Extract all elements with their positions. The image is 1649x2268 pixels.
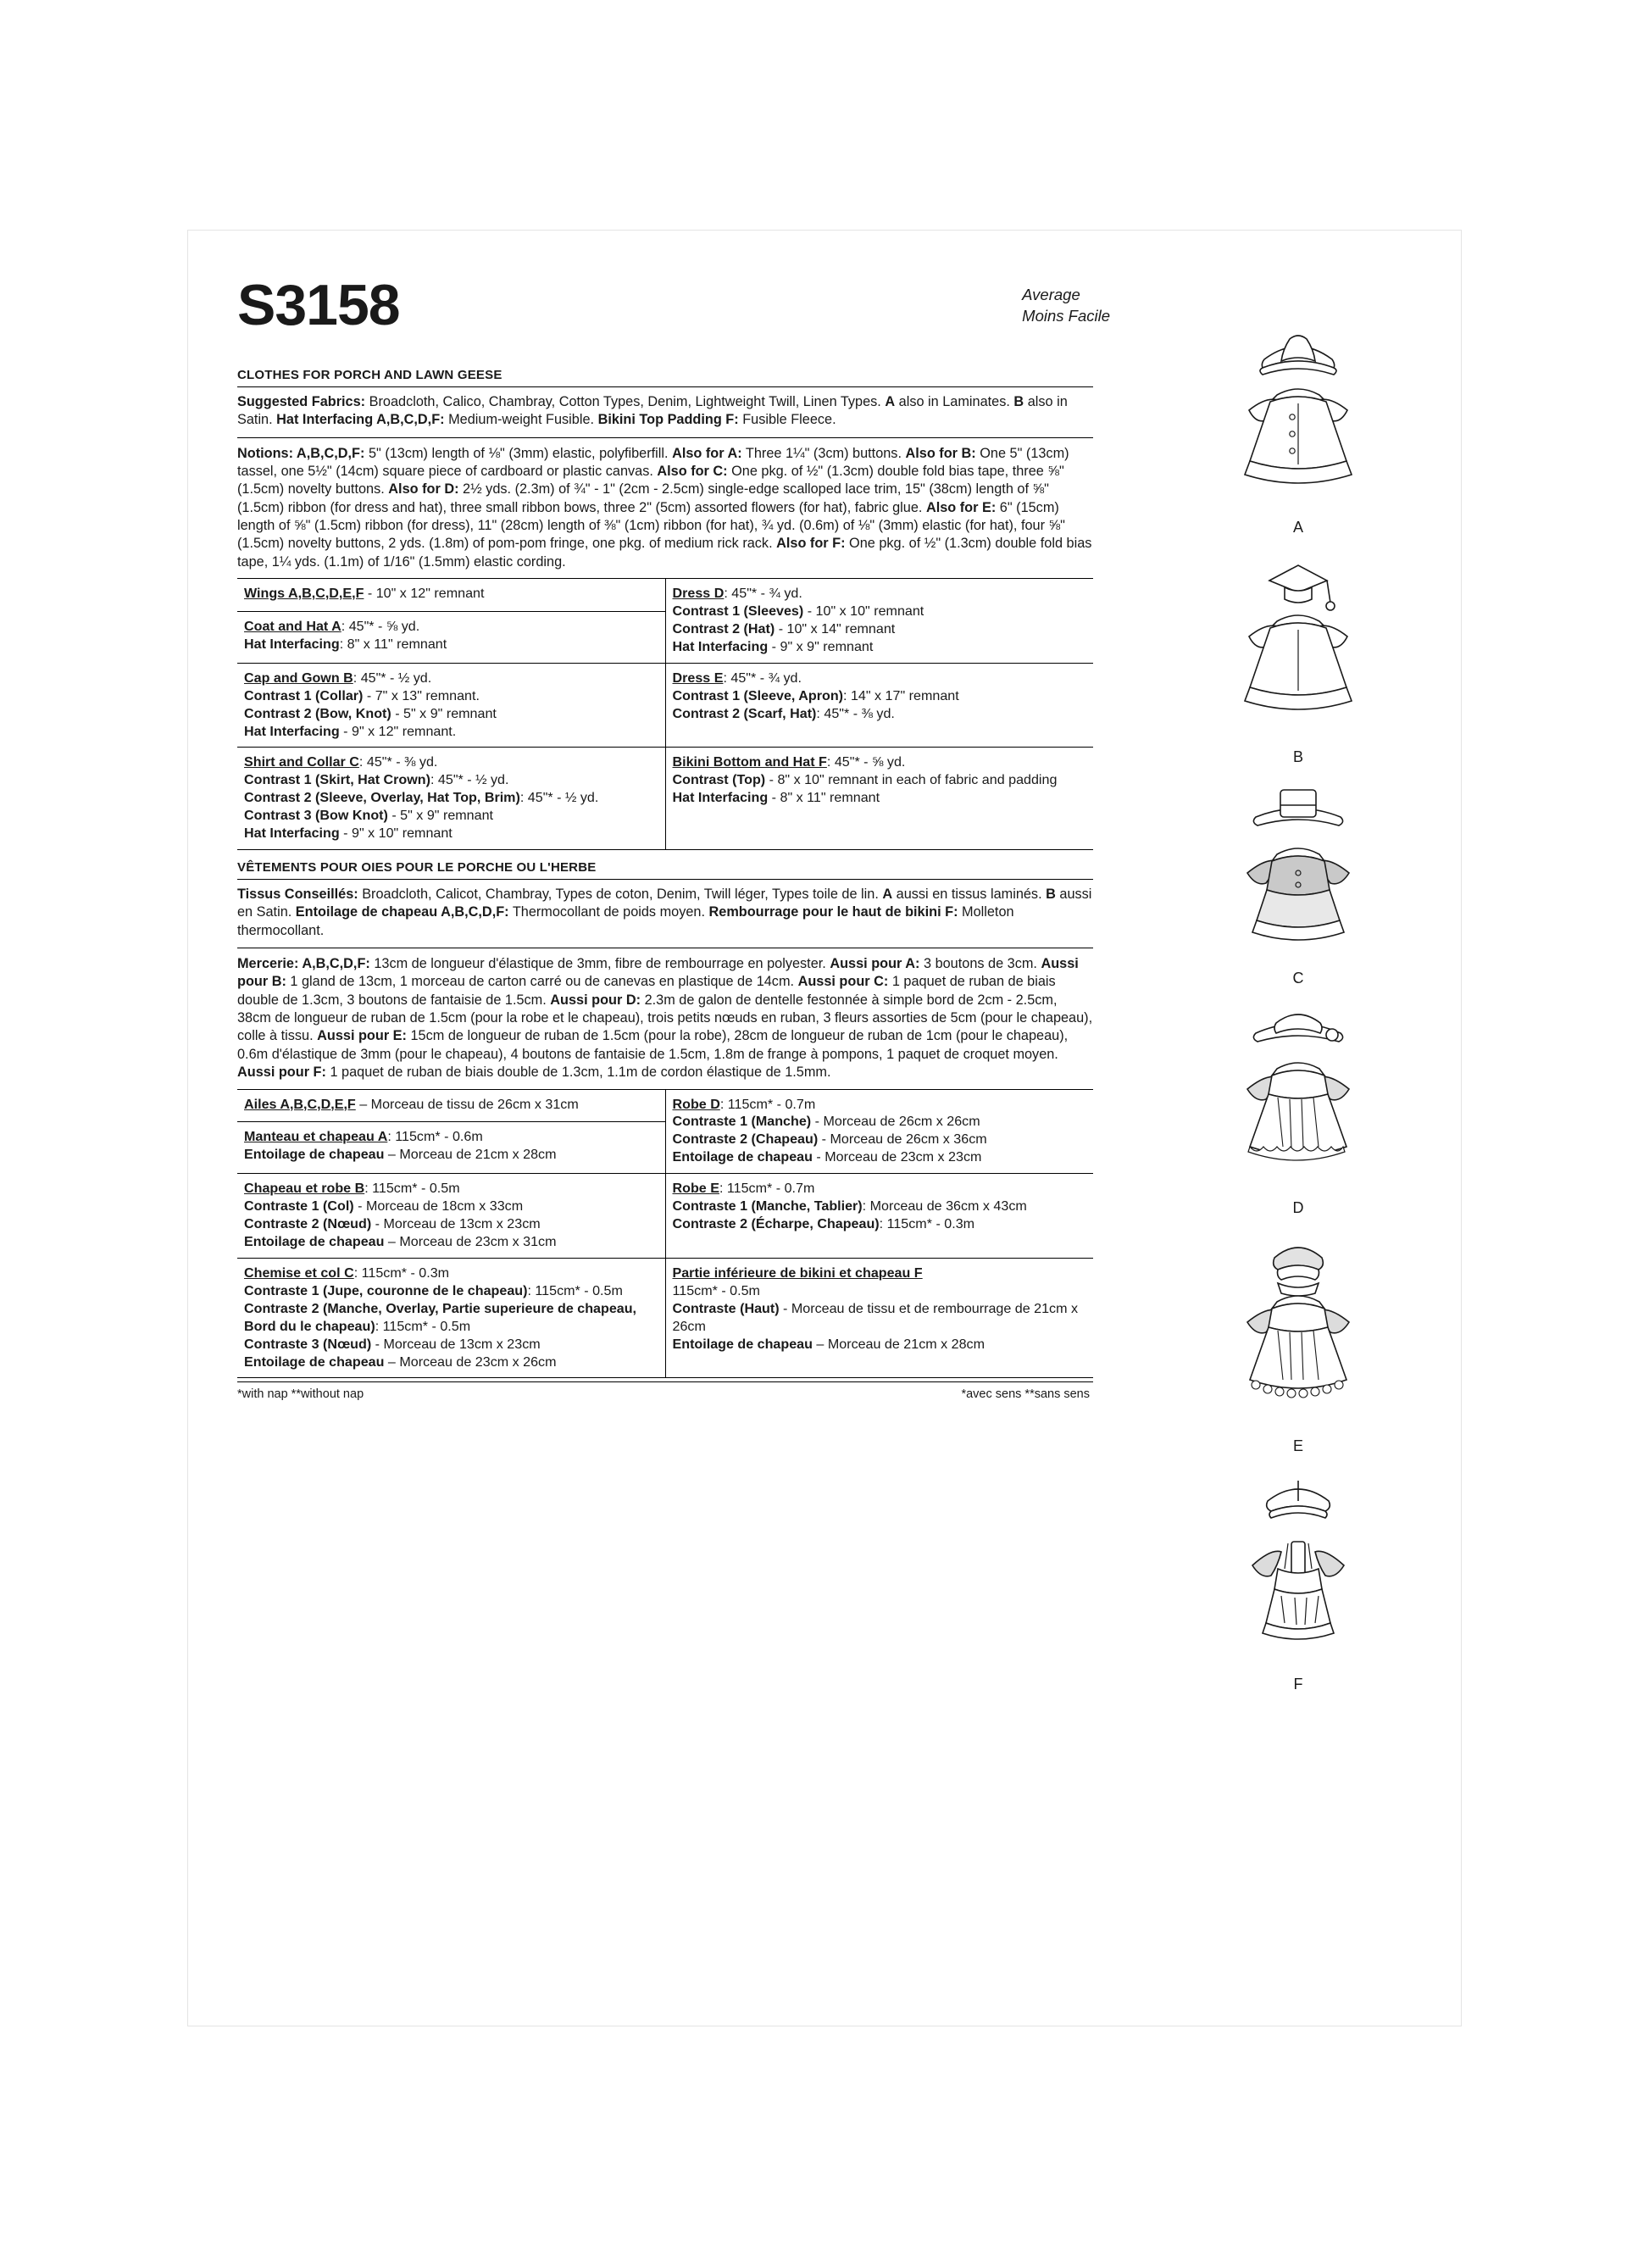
yardage-cell-cap-gown-b: Cap and Gown B: 45"* - ½ yd. Contrast 1 (Collar) - 7" x 13" remnant. Contrast 2 (Bow, Knot) - 5" x 9" remnant Hat Interfacing - 9" x 12" remnant. (237, 663, 665, 748)
french-section-title: VÊTEMENTS POUR OIES POUR LE PORCHE OU L'HERBE (237, 860, 1093, 880)
divider (237, 437, 1093, 438)
english-suggested-fabrics: Suggested Fabrics: Broadcloth, Calico, Chambray, Cotton Types, Denim, Lightweight Twill, Linen Types. A also in Laminates. B also in Satin. Hat Interfacing A,B,C,D,F: Medium-weight Fusible. Bikini Top Padding F: Fusible Fleece. (237, 394, 1068, 428)
french-notions: Mercerie: A,B,C,D,F: 13cm de longueur d'élastique de 3mm, fibre de rembourrage en polyester. Aussi pour A: 3 boutons de 3cm. Aussi pour B: 1 gland de 13cm, 1 morceau de carton carré ou de canevas en plastique de 14cm. Aussi pour C: 1 paquet de ruban de biais double de 1.3cm, 3 boutons de fantaisie de 1.5cm. Aussi pour D: 2.3m de galon de dentelle festonnée à simple bord de 2cm - 2.5cm, 38cm de longueur de ruban de 1.5cm (pour la robe et le chapeau), trois petits nœuds en ruban, 3 fleurs assorties de 5cm (pour le chapeau), colle à tissu. Aussi pour E: 15cm de longueur de ruban de 1.5cm (pour la robe), 28cm de longueur de ruban de 1cm (pour le chapeau), 0.6m d'élastique de 3mm (pour le chapeau), 4 boutons de fantaisie de 1.5cm, 1.8m de frange à pompons, 1 paquet de croquet moyen. Aussi pour F: 1 paquet de ruban de biais double de 1.3cm, 1.1m de cordon élastique de 1.5mm. (237, 956, 1093, 1081)
view-e-illustration (1196, 1224, 1400, 1436)
view-b (1171, 543, 1425, 766)
yardage-cell-chapeau-robe-b: Chapeau et robe B: 115cm* - 0.5m Contraste 1 (Col) - Morceau de 18cm x 33cm Contraste 2 (Nœud) - Morceau de 13cm x 23cm Entoilage de chapeau – Morceau de 23cm x 31cm (237, 1174, 665, 1259)
sheet-content (237, 273, 1425, 2000)
view-a-label: A (1292, 519, 1303, 536)
yardage-cell-manteau-a: Manteau et chapeau A: 115cm* - 0.6m Entoilage de chapeau – Morceau de 21cm x 28cm (237, 1122, 665, 1174)
view-a (1171, 322, 1425, 536)
difficulty-en: Average (1022, 286, 1080, 303)
yardage-cell-coat-hat-a: Coat and Hat A: 45"* - ⅝ yd. Hat Interfacing: 8" x 11" remnant (237, 611, 665, 663)
yardage-cell-robe-d: Robe D: 115cm* - 0.7m Contraste 1 (Manche) - Morceau de 26cm x 26cm Contraste 2 (Chapeau) - Morceau de 26cm x 36cm Entoilage de chapeau - Morceau de 23cm x 23cm (665, 1089, 1093, 1174)
yardage-cell-dress-d: Dress D: 45"* - ¾ yd. Contrast 1 (Sleeves) - 10" x 10" remnant Contrast 2 (Hat) - 10" x 14" remnant Hat Interfacing - 9" x 9" remnant (665, 579, 1093, 664)
difficulty-level (1022, 285, 1110, 327)
french-suggested-fabrics: Tissus Conseillés: Broadcloth, Calicot, Chambray, Types de coton, Denim, Twill léger, Types toile de lin. A aussi en tissus laminés. B aussi en Satin. Entoilage de chapeau A,B,C,D,F: Thermocollant de poids moyen. Rembourrage pour le haut de bikini F: Molleton thermocollant. (237, 887, 1092, 938)
difficulty-fr: Moins Facile (1022, 306, 1110, 325)
yardage-cell-wings: Wings A,B,C,D,E,F - 10" x 12" remnant (237, 579, 665, 612)
footnote-french: *avec sens **sans sens (961, 1387, 1090, 1402)
yardage-cell-robe-e: Robe E: 115cm* - 0.7m Contraste 1 (Manche, Tablier): Morceau de 36cm x 43cm Contraste 2 (Écharpe, Chapeau): 115cm* - 0.3m (665, 1174, 1093, 1259)
table-row (237, 1258, 1093, 1378)
view-b-label: B (1292, 748, 1303, 765)
view-f (1171, 1462, 1425, 1693)
yardage-cell-ailes: Ailes A,B,C,D,E,F – Morceau de tissu de 26cm x 31cm (237, 1089, 665, 1122)
view-f-illustration (1196, 1462, 1400, 1674)
view-a-illustration (1196, 322, 1400, 517)
text-column (237, 368, 1093, 1406)
view-e-label: E (1292, 1437, 1303, 1454)
yardage-cell-chemise-col-c: Chemise et col C: 115cm* - 0.3m Contraste 1 (Jupe, couronne de le chapeau): 115cm* - 0.5m Contraste 2 (Manche, Overlay, Partie superieure de chapeau, Bord du le chapeau): 115cm* - 0.5m Contraste 3 (Nœud) - Morceau de 13cm x 23cm Entoilage de chapeau – Morceau de 23cm x 26cm (237, 1258, 665, 1378)
french-yardage-table (237, 1089, 1093, 1379)
english-notions: Notions: A,B,C,D,F: 5" (13cm) length of ⅛" (3mm) elastic, polyfiberfill. Also for A: Three 1¼" (3cm) buttons. Also for B: One 5" (13cm) tassel, one 5½" (14cm) square piece of cardboard or plastic canvas. Also for C: One pkg. of ½" (1.3cm) double fold bias tape, three ⅝" (1.5cm) novelty buttons. Also for D: 2½ yds. (2.3m) of ¾" - 1" (2cm - 2.5cm) single-edge scalloped lace trim, 15" (38cm) length of ⅝" (1.5cm) ribbon (for dress and hat), three small ribbon bows, three 2" (5cm) assorted flowers (for hat), fabric glue. Also for E: 6" (15cm) length of ⅝" (1.5cm) ribbon (for dress), 11" (28cm) length of ⅜" (1cm) ribbon (for hat), ¾ yd. (0.6m) of ⅛" (3mm) elastic (for hat), four ⅝" (1.5cm) novelty buttons, 2 yds. (1.8m) of pom-pom fringe, one pkg. of medium rick rack. Also for F: One pkg. of ½" (1.3cm) double fold bias tape, 1¼ yds. (1.1m) of 1/16" (1.5mm) elastic cording. (237, 445, 1092, 570)
view-b-illustration (1196, 543, 1400, 747)
yardage-cell-bikini-f: Bikini Bottom and Hat F: 45"* - ⅝ yd. Contrast (Top) - 8" x 10" remnant in each of fabric and padding Hat Interfacing - 8" x 11" remnant (665, 748, 1093, 850)
english-section-title: CLOTHES FOR PORCH AND LAWN GEESE (237, 368, 1093, 387)
view-d (1171, 994, 1425, 1217)
footnote-english: *with nap **without nap (237, 1387, 364, 1402)
table-row (237, 1089, 1093, 1122)
table-row (237, 1174, 1093, 1259)
english-yardage-table (237, 578, 1093, 850)
pattern-number: S3158 (237, 273, 400, 337)
view-c-label: C (1292, 970, 1304, 987)
view-illustrations (1171, 322, 1425, 1700)
pattern-envelope-back (188, 231, 1461, 2026)
yardage-cell-bikini-f-fr: Partie inférieure de bikini et chapeau F 115cm* - 0.5m Contraste (Haut) - Morceau de tissu et de rembourrage de 21cm x 26cm Entoilage de chapeau – Morceau de 21cm x 28cm (665, 1258, 1093, 1378)
view-c-illustration (1196, 773, 1400, 968)
table-row (237, 663, 1093, 748)
table-row (237, 579, 1093, 612)
yardage-cell-dress-e: Dress E: 45"* - ¾ yd. Contrast 1 (Sleeve, Apron): 14" x 17" remnant Contrast 2 (Scarf, Hat): 45"* - ⅜ yd. (665, 663, 1093, 748)
view-d-illustration (1196, 994, 1400, 1198)
view-e (1171, 1224, 1425, 1455)
view-d-label: D (1292, 1199, 1304, 1216)
view-f-label: F (1293, 1676, 1303, 1693)
yardage-cell-shirt-collar-c: Shirt and Collar C: 45"* - ⅜ yd. Contrast 1 (Skirt, Hat Crown): 45"* - ½ yd. Contrast 2 (Sleeve, Overlay, Hat Top, Brim): 45"* - ½ yd. Contrast 3 (Bow Knot) - 5" x 9" remnant Hat Interfacing - 9" x 10" remnant (237, 748, 665, 850)
footnotes (237, 1381, 1093, 1406)
table-row (237, 748, 1093, 850)
view-c (1171, 773, 1425, 987)
